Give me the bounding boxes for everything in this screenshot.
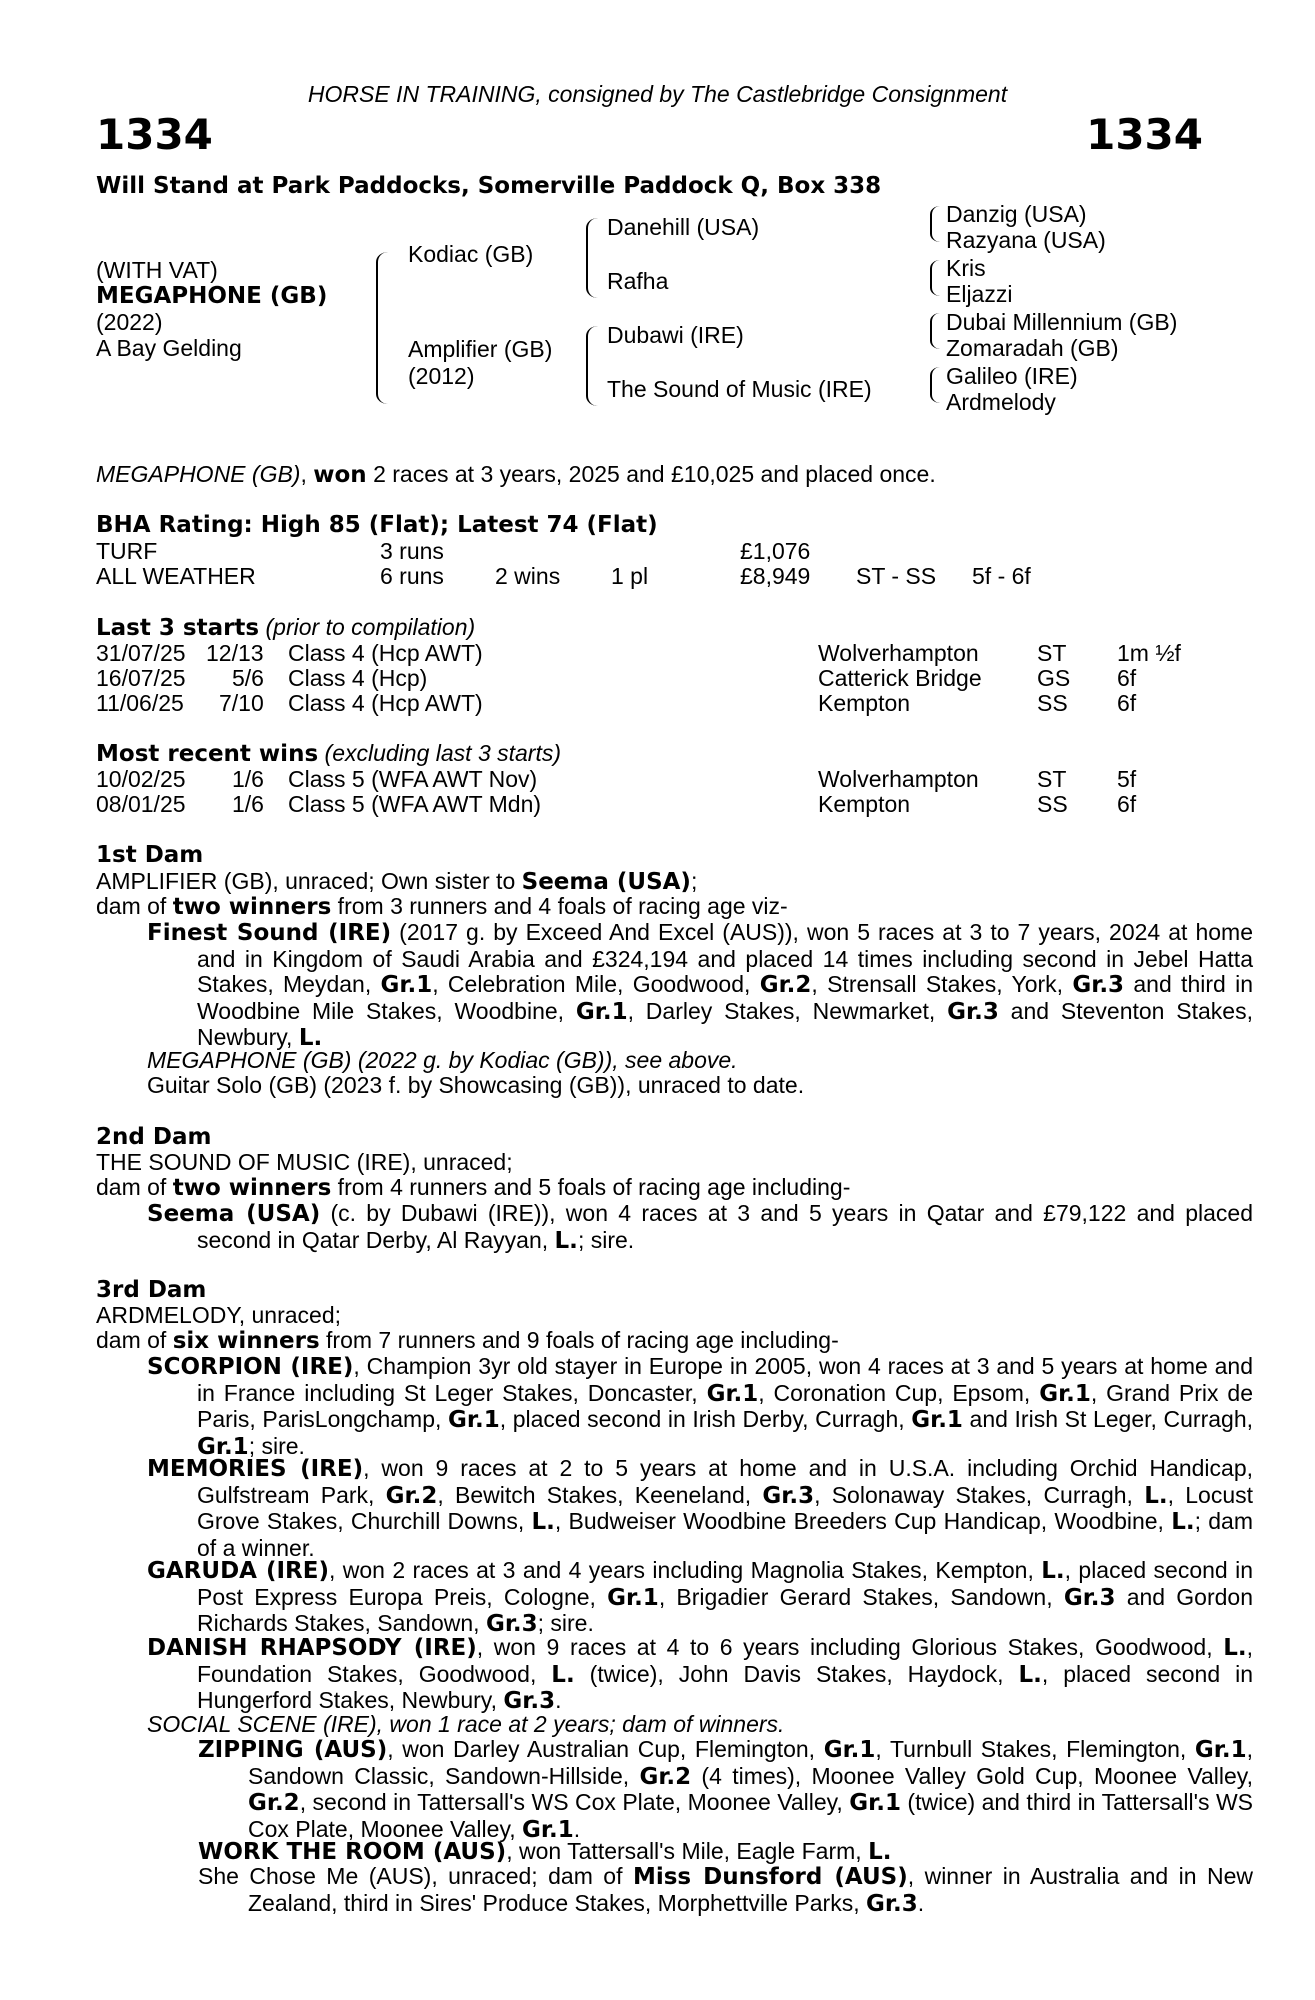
pedigree-dds: Galileo (IRE) [946,363,1078,389]
produce-memories: MEMORIES (IRE), won 9 races at 2 to 5 years at home and in U.S.A. including Orchid Handicap, Gulfstream Park, Gr.2, Bewitch Stakes, Keeneland, Gr.3, Solonaway Stakes, Curragh, L., Locust Grove Stakes, Churchill Downs, L., Budweiser Woodbine Breeders Cup Handicap, Woodbine, L.; dam of a winner. [147,1455,1254,1561]
brace-g3-3 [930,313,940,349]
second-dam-intro: THE SOUND OF MUSIC (IRE), unraced; [96,1149,513,1175]
rating-runs: 3 runs [380,538,444,564]
summary-rest: 2 races at 3 years, 2025 and £10,025 and placed once. [366,461,936,487]
pedigree-dam-year: (2012) [408,363,475,389]
start-position: 5/6 [232,665,264,691]
win-distance: 6f [1117,791,1137,817]
produce-megaphone: MEGAPHONE (GB) (2022 g. by Kodiac (GB)), see above. [147,1047,738,1073]
race-summary: MEGAPHONE (GB), won 2 races at 3 years, 2025 and £10,025 and placed once. [96,461,936,488]
start-date: 31/07/25 [96,640,186,666]
horse-year: (2022) [96,309,163,335]
last-starts-heading [96,615,475,642]
start-date: 16/07/25 [96,665,186,691]
third-dam-heading: 3rd Dam [96,1277,207,1303]
third-dam-intro: ARDMELODY, unraced; [96,1302,342,1328]
second-dam-produce: dam of two winners from 4 runners and 5 foals of racing age including- [96,1174,851,1201]
win-going: SS [1037,791,1068,817]
start-distance: 1m ½f [1117,640,1181,666]
produce-garuda: GARUDA (IRE), won 2 races at 3 and 4 years including Magnolia Stakes, Kempton, L., placed second in Post Express Europa Preis, Cologne, Gr.1, Brigadier Gerard Stakes, Sandown, Gr.3 and Gordon Richards Stakes, Sandown, Gr.3; sire. [147,1557,1254,1638]
start-distance: 6f [1117,690,1137,716]
rating-prize: £1,076 [740,538,811,564]
start-going: GS [1037,665,1071,691]
pedigree-dam-sire: Dubawi (IRE) [607,322,744,348]
first-dam-produce: dam of two winners from 3 runners and 4 foals of racing age viz- [96,893,788,920]
start-course: Catterick Bridge [818,665,982,691]
pedigree-sire-dam: Rafha [607,268,669,294]
pedigree-brace-dam [586,326,598,406]
stand-location: Will Stand at Park Paddocks, Somerville Paddock Q, Box 338 [96,173,882,199]
first-dam-intro: AMPLIFIER (GB), unraced; Own sister to Seema (USA); [96,868,698,895]
horse-name: MEGAPHONE (GB) [96,283,328,309]
pedigree-sss: Danzig (USA) [946,201,1087,227]
win-race: Class 5 (WFA AWT Mdn) [288,791,542,817]
rating-wins: 2 wins [495,563,561,589]
brace-g3-1 [930,206,940,242]
vat-note: (WITH VAT) [96,257,218,283]
recent-wins-title: Most recent wins [96,741,319,767]
start-race: Class 4 (Hcp AWT) [288,640,483,666]
third-dam-produce: dam of six winners from 7 runners and 9 foals of racing age including- [96,1327,839,1354]
start-position: 7/10 [219,690,264,716]
pedigree-dss: Dubai Millennium (GB) [946,309,1178,335]
produce-zipping: ZIPPING (AUS), won Darley Australian Cup, Flemington, Gr.1, Turnbull Stakes, Flemington, Gr.1, Sandown Classic, Sandown-Hillside, Gr.2 (4 times), Moonee Valley Gold Cup, Moonee Valley, Gr.2, second in Tattersall's WS Cox Plate, Moonee Valley, Gr.1 (twice) and third in Tattersall's WS Cox Plate, Moonee Valley, Gr.1. [198,1736,1254,1843]
start-race: Class 4 (Hcp) [288,665,428,691]
pedigree-sdd: Eljazzi [946,281,1013,307]
start-going: SS [1037,690,1068,716]
produce-danish-rhapsody: DANISH RHAPSODY (IRE), won 9 races at 4 to 6 years including Glorious Stakes, Goodwood, L., Foundation Stakes, Goodwood, L. (twice), John Davis Stakes, Haydock, L., placed second in Hungerford Stakes, Newbury, Gr.3. [147,1634,1253,1715]
pedigree-brace-main [376,252,392,404]
win-race: Class 5 (WFA AWT Nov) [288,766,538,792]
start-distance: 6f [1117,665,1137,691]
win-position: 1/6 [232,766,264,792]
pedigree-brace-sire [586,218,598,298]
rating-going: ST - SS [856,563,937,589]
rating-prize: £8,949 [740,563,811,589]
rating-surface: ALL WEATHER [96,563,256,589]
start-course: Wolverhampton [818,640,979,666]
produce-social-scene: SOCIAL SCENE (IRE), won 1 race at 2 years; dam of winners. [147,1711,785,1737]
produce-scorpion: SCORPION (IRE), Champion 3yr old stayer in Europe in 2005, won 4 races at 3 and 5 years at home and in France including St Leger Stakes, Doncaster, Gr.1, Coronation Cup, Epsom, Gr.1, Grand Prix de Paris, ParisLongchamp, Gr.1, placed second in Irish Derby, Curragh, Gr.1 and Irish St Leger, Curragh, Gr.1; sire. [147,1353,1254,1460]
pedigree-ssd: Razyana (USA) [946,227,1106,253]
consignment-line: HORSE IN TRAINING, consigned by The Castlebridge Consignment [307,81,1008,107]
horse-description: A Bay Gelding [96,335,242,361]
win-course: Kempton [818,791,911,817]
summary-won: won [313,462,367,488]
brace-g3-2 [930,260,940,296]
recent-wins-heading [96,741,561,768]
pedigree-dsd: Zomaradah (GB) [946,335,1119,361]
first-dam-heading: 1st Dam [96,842,204,868]
bha-rating: BHA Rating: High 85 (Flat); Latest 74 (Flat) [96,512,658,538]
brace-g3-4 [930,367,940,403]
pedigree-dam: Amplifier (GB) [408,336,553,362]
second-dam-heading: 2nd Dam [96,1124,212,1150]
win-date: 10/02/25 [96,766,186,792]
win-position: 1/6 [232,791,264,817]
pedigree-sire-sire: Danehill (USA) [607,214,760,240]
pedigree-sds: Kris [946,255,986,281]
start-going: ST [1037,640,1067,666]
lot-number-left: 1334 [96,110,213,159]
lot-number-right: 1334 [1086,110,1203,159]
last-starts-title: Last 3 starts [96,615,260,641]
rating-distance: 5f - 6f [972,563,1031,589]
recent-wins-note: (excluding last 3 starts) [324,740,562,766]
pedigree-dam-dam: The Sound of Music (IRE) [607,376,872,402]
produce-work-the-room: WORK THE ROOM (AUS), won Tattersall's Mile, Eagle Farm, L. [198,1838,892,1865]
start-position: 12/13 [206,640,264,666]
win-distance: 5f [1117,766,1137,792]
pedigree-ddd: Ardmelody [946,389,1056,415]
rating-runs: 6 runs [380,563,444,589]
start-date: 11/06/25 [96,690,184,716]
win-date: 08/01/25 [96,791,186,817]
produce-finest-sound: Finest Sound (IRE) (2017 g. by Exceed And Excel (AUS)), won 5 races at 3 to 7 years, 2024 at home and in Kingdom of Saudi Arabia and £324,194 and placed 14 times including second in Jebel Hatta Stakes, Meydan, Gr.1, Celebration Mile, Goodwood, Gr.2, Strensall Stakes, York, Gr.3 and third in Woodbine Mile Stakes, Woodbine, Gr.1, Darley Stakes, Newmarket, Gr.3 and Steventon Stakes, Newbury, L. [147,919,1254,1052]
pedigree-sire: Kodiac (GB) [408,241,534,267]
produce-guitar-solo: Guitar Solo (GB) (2023 f. by Showcasing (GB)), unraced to date. [147,1072,805,1098]
rating-surface: TURF [96,538,158,564]
summary-name: MEGAPHONE (GB) [96,461,301,487]
win-course: Wolverhampton [818,766,979,792]
start-race: Class 4 (Hcp AWT) [288,690,483,716]
last-starts-note: (prior to compilation) [265,614,476,640]
produce-she-chose-me: She Chose Me (AUS), unraced; dam of Miss Dunsford (AUS), winner in Australia and in New Zealand, third in Sires' Produce Stakes, Morphettville Parks, Gr.3. [198,1863,1254,1917]
start-course: Kempton [818,690,911,716]
win-going: ST [1037,766,1067,792]
rating-placed: 1 pl [611,563,649,589]
produce-seema: Seema (USA) (c. by Dubawi (IRE)), won 4 races at 3 and 5 years in Qatar and £79,122 and placed second in Qatar Derby, Al Rayyan, L.; sire. [147,1200,1253,1254]
